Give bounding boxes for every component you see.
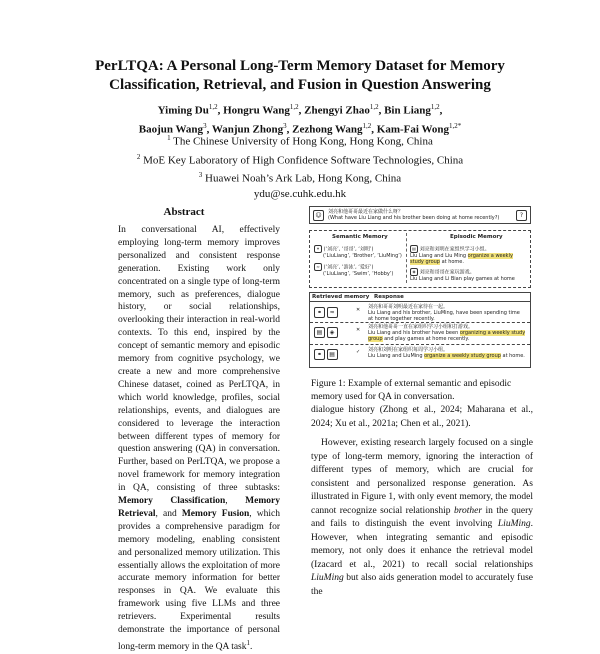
- row-divider: [310, 344, 530, 345]
- abstract-text: In conversational AI, effectively employing long-term memory improves personalized and consistent response generation. Existing work only concentrated on a single type of long-term memory, such as preferences, dialogue history, or social relationships, overlooking their interaction in real-world contexts. To this end, inspired by the concept of semantic memory and episodic memory from cognitive psychology, we create a new and more comprehensive Chinese dataset, coined as PerLTQA, in which world knowledge, profiles, social relationships, events, and dialogues are considered to leverage the interaction between different types of memory for question answering (QA) in conversation. Further, based on PerLTQA, we propose a novel framework for memory integration in QA, consisting of three subtasks:: [118, 225, 280, 494]
- figure-1: [307, 204, 533, 368]
- subtask-memory-classification: Memory Classification: [118, 496, 226, 507]
- semantic-2-en: (‘LiuLiang’, ‘Swim’, ‘Hobby’): [323, 271, 394, 277]
- affil-text: MoE Key Laboratory of High Confidence Software Technologies, China: [143, 154, 464, 167]
- author-sup: 1,2: [289, 103, 299, 111]
- affil-text: Huawei Noah’s Ark Lab, Hong Kong, China: [205, 172, 402, 185]
- paper-title: [20, 57, 580, 95]
- gamepad-icon: ◈: [410, 268, 418, 276]
- response-row-1: [368, 304, 526, 322]
- resp-3-cn: 刘亮和刘明在家组织每周学习小组。: [368, 347, 449, 353]
- relation-icon: ⚭: [314, 245, 322, 253]
- panel-divider: [406, 233, 407, 283]
- retrieved-icons-row-1: [314, 307, 338, 318]
- question-icon: ?: [516, 210, 527, 221]
- semantic-memory-list: [314, 245, 402, 277]
- episodic-memory-label: Episodic Memory: [450, 234, 503, 240]
- relation-icon: ⚭: [314, 349, 325, 360]
- author-name: Zhengyi Zhao: [304, 104, 370, 117]
- author-name: Kam-Fai Wong: [376, 123, 449, 136]
- affil-text: The Chinese University of Hong Kong, Hong Kong, China: [173, 135, 433, 148]
- abstract-text: .: [250, 642, 253, 653]
- episodic-2-en: Liu Liang and Li Bian play games at home: [410, 276, 515, 282]
- resp-3-en: Liu Liang and LiuMing: [368, 353, 425, 359]
- subtask-memory-fusion: Memory Fusion: [181, 508, 250, 519]
- episodic-1-cn: 刘亮和刘明在家组织学习小组。: [419, 246, 490, 253]
- response-row-2: [368, 324, 526, 342]
- author-sup: 3: [283, 121, 287, 130]
- episodic-1-highlight: organize a weekly study group: [410, 253, 513, 265]
- resp-3-en-end: at home.: [500, 353, 525, 359]
- para-emphasis: LiuMing: [311, 573, 344, 583]
- response-label: Response: [374, 294, 404, 300]
- episodic-1-en-end: at home.: [439, 259, 464, 265]
- author-sup: 3: [203, 121, 207, 130]
- abstract-text: , which provides a comprehensive paradigm for memory modeling, enabling consistent and personalized memory utilization. This essentially allows the exploitation of more accurate memory information for better responses in QA. We evaluate this framework using five LLMs and three retrievers. Experimental results demonstrate the importance of personal long-term memory in the QA task: [118, 508, 281, 653]
- email[interactable]: ydu@se.cuhk.edu.hk: [253, 187, 347, 200]
- retrieved-icons-row-3: [314, 349, 338, 360]
- author-sup: 1,2: [430, 103, 440, 111]
- memory-panel: [309, 230, 531, 288]
- resp-1-cn: 刘亮和哥哥刘明最近在家待在一起。: [368, 304, 449, 310]
- episodic-2-cn: 刘亮和哥哥在家玩游戏。: [419, 269, 475, 276]
- para-emphasis: brother: [453, 505, 483, 516]
- abstract-body: [118, 224, 280, 654]
- row-divider: [310, 322, 530, 323]
- title-line-1: PerLTQA: A Personal Long-Term Memory Dataset for Memory: [95, 58, 505, 74]
- author-name: Baojun Wang: [138, 123, 204, 136]
- author-name: Hongru Wang: [223, 104, 290, 117]
- semantic-memory-label: Semantic Memory: [332, 234, 388, 240]
- abstract-sep: ,: [225, 496, 246, 507]
- retrieved-memory-label: Retrieved memory: [312, 294, 370, 300]
- relation-icon: ⚭: [314, 307, 325, 318]
- check-icon: ✓: [356, 349, 361, 355]
- response-row-3: [368, 347, 526, 359]
- episodic-memory-list: [410, 245, 526, 282]
- semantic-1-en: (‘LiuLiang’, ‘Brother’, ‘LiuMing’): [323, 253, 402, 259]
- resp-2-highlight: organizing a weekly study group: [368, 330, 526, 342]
- abstract-sep: , and: [155, 508, 182, 519]
- semantic-2-cn: (‘刘亮’, ‘游泳’, ‘爱好’): [323, 264, 374, 271]
- author-name: Zezhong Wang: [292, 123, 363, 136]
- hobby-icon: ≈: [314, 263, 322, 271]
- footnote-mark[interactable]: 1: [246, 639, 250, 647]
- para-text: in the query and fails to distinguish the event involving: [311, 505, 533, 529]
- hobby-icon: ≈: [327, 307, 338, 318]
- semantic-1-cn: (‘刘亮’, ‘哥哥’, ‘刘明’): [323, 246, 374, 253]
- resp-1-en: Liu Liang and his brother, LiuMing, have been spending time at home together recently.: [368, 310, 520, 322]
- affiliation: [20, 131, 580, 150]
- book-icon: ▤: [314, 327, 325, 338]
- affil-sup: 3: [198, 171, 203, 180]
- affiliation: [20, 150, 580, 169]
- resp-2-cn: 刘亮和他哥哥一直在家组织学习小组和打游戏。: [368, 324, 474, 330]
- query-cn: 刘亮和他哥哥最近在家做什么呀？: [328, 209, 404, 215]
- resp-2-en-end: and play games at home recently.: [382, 336, 470, 342]
- para-emphasis: LiuMing: [497, 519, 531, 529]
- figure-caption: Figure 1: Example of external semantic and episodic memory used for QA in conversation.: [311, 379, 512, 402]
- cross-icon: ✕: [356, 327, 361, 333]
- affil-sup: 1: [167, 134, 171, 142]
- abstract-heading: Abstract: [163, 206, 205, 218]
- author-sup: 1,2*: [449, 121, 462, 130]
- para-text: . However, when integrating semantic and episodic memory, not only does it enhance the retrieval model (Izacard et al., 2021) to recall social relationships: [311, 519, 533, 570]
- resp-3-highlight: organize a weekly study group: [424, 353, 501, 359]
- author-list: Yiming Du$^{1,2}$, Hongru Wang$^{1,2}$, Zhengyi Zhao$^{1,2}$, Bin Liang$^{1,2}$, Baojun Wang$^3$, Wanjun Zhong$^3$, Zezhong Wang$^{1,2}$, Kam-Fai Wong$^{1,2*}$: [138, 103, 462, 136]
- response-table: [309, 292, 531, 368]
- book-icon: ▤: [327, 349, 338, 360]
- affil-sup: 2: [136, 152, 141, 161]
- author-name: Wanjun Zhong: [211, 123, 284, 136]
- paragraph: dialogue history (Zhong et al., 2024; Maharana et al., 2024; Xu et al., 2021a; Chen et al., 2021).: [311, 405, 533, 429]
- para-text: However, existing research largely focused on a single type of long-term memory, ignoring the interaction of different types of memory, which are crucial for consistent and personalized response generation. As illustrated in Figure 1, with only event memory, the model cannot recognize social relationship: [311, 438, 533, 516]
- user-icon: ☺: [313, 210, 324, 221]
- para-text: but also aids generation model to accurately fuse the: [311, 573, 533, 597]
- author-name: Yiming Du: [157, 104, 209, 117]
- right-column-body: [311, 404, 533, 599]
- retrieved-icons-row-2: [314, 327, 338, 338]
- title-line-2: Classification, Retrieval, and Fusion in Question Answering: [109, 77, 491, 93]
- query-box: [309, 206, 531, 224]
- author-sup: 1,2: [369, 103, 379, 111]
- cross-icon: ✕: [356, 307, 361, 313]
- query-en: (What have Liu Liang and his brother been doing at home recently?): [328, 215, 500, 221]
- affiliation-list: [20, 131, 580, 202]
- paragraph: [311, 437, 533, 599]
- author-sup: 1,2: [362, 121, 372, 130]
- table-divider: [310, 301, 530, 302]
- subtask-memory-retrieval: Memory Retrieval: [118, 496, 280, 519]
- gamepad-icon: ◈: [327, 327, 338, 338]
- book-icon: ▤: [410, 245, 418, 253]
- author-name: Bin Liang: [384, 104, 431, 117]
- author-sup: 1,2: [208, 103, 218, 111]
- affiliation: [20, 168, 580, 187]
- episodic-1-en: Liu Liang and Liu Ming: [410, 253, 468, 259]
- resp-2-en: Liu Liang and his brother have been: [368, 330, 460, 336]
